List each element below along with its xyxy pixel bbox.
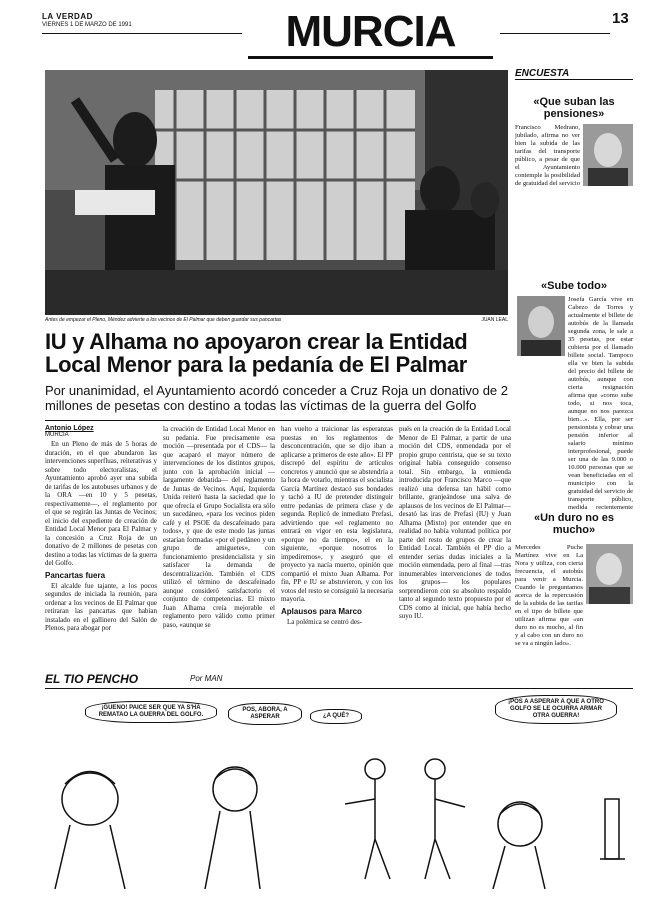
article-headline: IU y Alhama no apoyaron crear la Entidad Local Menor para la pedanía de El Palmar — [45, 329, 468, 377]
masthead-rule — [42, 33, 242, 34]
survey-question-title: «Un duro no es mucho» — [533, 512, 615, 536]
article-subhead: Por unanimidad, el Ayuntamiento acordó conceder a Cruz Roja un donativo de 2 millones de pesetas con destino a todas las víctimas de la guerra del Golfo — [45, 383, 508, 413]
article-paragraph: pués en la creación de la Entidad Local Menor de El Palmar, a partir de una moción del CDS, enmendada por el propio grupo centrista, que se su texto original había conseguido consenso total. Sin embargo, la enmienda introducida por Francisco Marco —que realizó una defensa tan hábil como brillante, granjeándose una salva de aplausos de los vecinos de El Palmar— desató las iras de Prefasi (IU) y Juan Alhama (Mixto) por entender que en realidad no había voluntad política por parte del resto de grupos de crear la Entidad Local. También el PP dio a entender serias dudas iniciales a la moción enmendada, pero al final —tras innumerables intervenciones de todos los grupos— los populares sorprendieron con su absoluto respaldo tanto al segundo texto propuesto por el CDS como al inicial, que había hecho suyo IU. — [399, 425, 511, 620]
photo-credit: JUAN LEAL — [481, 317, 508, 323]
portrait-photo — [517, 296, 565, 356]
plenary-photo — [45, 70, 508, 315]
comic-strip — [45, 688, 633, 889]
page-number: 13 — [612, 10, 629, 27]
survey-answer-text: Francisco Medrano, jubilado, afirma no ver bien la subida de las tarifas del transporte público, a pesar de que el Ayuntamiento contemple la posibilidad de gratuidad del servicio — [515, 124, 580, 187]
article-city: MURCIA — [45, 432, 69, 438]
survey-question-title: «Sube todo» — [540, 280, 607, 292]
article-paragraph: En un Pleno de más de 5 horas de duración, en el que abundaron las intervenciones superfluas, reiterativas y sobre todo electoralistas, el Ayuntamiento aprobó ayer una subida de tarifas de los autobuses urbanos y de la ORA —en 10 y 5 pesetas, respectivamente—, el reglamento por el que se regirán las Juntas de Vecinos; el inicio del expediente de creación de Entidad Local Menor para El Palmar y la concesión a Cruz Roja de un donativo de 2 millones de pesetas con destino a todas las víctimas de la guerra del Golfo. — [45, 440, 157, 567]
survey-question-title: «Que suban las pensiones» — [533, 96, 615, 120]
portrait-photo — [583, 124, 633, 186]
article-subtitle: Aplausos para Marco — [281, 606, 362, 616]
speech-bubble: ¡POS A ASPERAR A QUE A OTRO GOLFO SE LE OCURRA ARMAR OTRA GUERRA! — [495, 695, 617, 724]
section-title: MURCIA — [248, 8, 493, 59]
newspaper-name: LA VERDAD — [42, 12, 93, 21]
article-author: Antonio López — [45, 425, 94, 432]
subhead-rule — [45, 420, 510, 421]
article-subtitle: Pancartas fuera — [45, 570, 106, 580]
article-column-4 — [399, 425, 511, 622]
survey-answer-text: Josefa García vive en Cabezo de Torres y actualmente el billete de autobús de la llamada segunda zona, le sale a 35 pesetas, por estar cubierta por el llamado billete social. Tampoco ella ve bien la subida del precio del billete de autobús, aunque con cierta resignación afirma que «como sube todo, si nos toca, aunque no nos parezca bien...». Ella, por ser pensionista y cobrar una pensión inferior al salario mínimo interprofesional, puede ser una de las 9.000 o 10.000 personas que se vean beneficiadas en el municipio con la gratuidad del servicio de transporte público, medida recientemente — [568, 296, 633, 511]
article-paragraph: la creación de Entidad Local Menor en su pedanía. Fue precisamente esa moción —presentada por el CDS— la que acaparó el mayor número de intervenciones de los distintos grupos, junto con la aprobación inicial —largamente debatida— del reglamento de Juntas de Vecinos. Aquí, Izquierda Unida reiteró hasta la saciedad que lo que ofrecía el Grupo Socialista era sólo un sucedáneo, «para los vecinos piden café y el PSOE da descafeinado para todos», y que de este modo las juntas estarían formadas «por el pedáneo y un grupo de amiguetes», con funcionamiento presidencialista y sin satisfacer la demanda de descentralización. También el CDS utilizó el término de descafeinado aunque consideró satisfactorio el conjunto de competencias. El mixto Juan Alhama creía mejorable el reglamento pero válido como primer paso, «aunque se — [163, 425, 275, 629]
speech-bubble: POS, ABORA, A ASPERAR — [228, 703, 302, 725]
issue-date: VIERNES 1 DE MARZO DE 1991 — [42, 22, 132, 28]
photo-caption: Antes de empezar el Pleno, Méndez advierte a los vecinos de El Palmar que deben guardar sus pancartas — [45, 317, 282, 323]
speech-bubble: ¡GUENO! PAICE SER QUE YA S'HA REMATAO LA GUERRA DEL GOLFO. — [85, 701, 217, 723]
survey-label: ENCUESTA — [515, 68, 633, 80]
article-paragraph: han vuelto a traicionar las esperanzas puestas en los reglamentos de desconcentración, que se dijo iban a aplicarse a primeros de este año». El PP discrepó del espíritu de artículos concretos y anunció que se abstendría a la hora de votarlo, mientras el socialista García Martínez destacó sus bondades y tachó a IU de pretender distinguir entre pedanías de primera clase y de segunda. Replicó de inmediato Prefasi, advirtiendo que «el reglamento no entrará en vigor en esta legislatura, «porque no da tiempo», el en la siguiente, «porque nosotros lo impediremos», y aseguró que el proyecto ya nacía muerto, opinión que compartió el mixto Juan Alhama. Por fin, PP e IU se abstuvieron, y con los votos del resto se consiguió la necesaria mayoría. — [281, 425, 393, 603]
article-column-3 — [281, 425, 393, 627]
survey-answer-text: Mercedes Puche Martínez vive en La Nora y utiliza, con cierta frecuencia, el autobús para venir a Murcia. Cuando le preguntamos acerca de la repercusión de la subida de las tarifas en el tipo de billete que utilizan afirma que «un duro no es mucho, al fin y al cabo con un duro no se va a ningún lado». — [515, 544, 583, 647]
portrait-photo — [586, 544, 633, 604]
speech-bubble: ¿A QUÉ? — [310, 709, 362, 724]
article-paragraph: La polémica se centró des- — [287, 617, 363, 626]
comic-author: Por MAN — [190, 674, 223, 683]
article-paragraph: El alcalde fue tajante, a los pocos segundos de iniciada la reunión, para ordenar a los vecinos de El Palmar que retiraran las pancartas que habían instalado en el gallinero del Salón de Plenos, para abogar por — [45, 581, 157, 632]
article-column-1 — [45, 425, 157, 634]
comic-title: EL TIO PENCHO — [45, 672, 139, 686]
masthead-rule-right — [500, 33, 610, 34]
article-column-2 — [163, 425, 275, 630]
survey-answer-text-cont — [515, 188, 633, 268]
